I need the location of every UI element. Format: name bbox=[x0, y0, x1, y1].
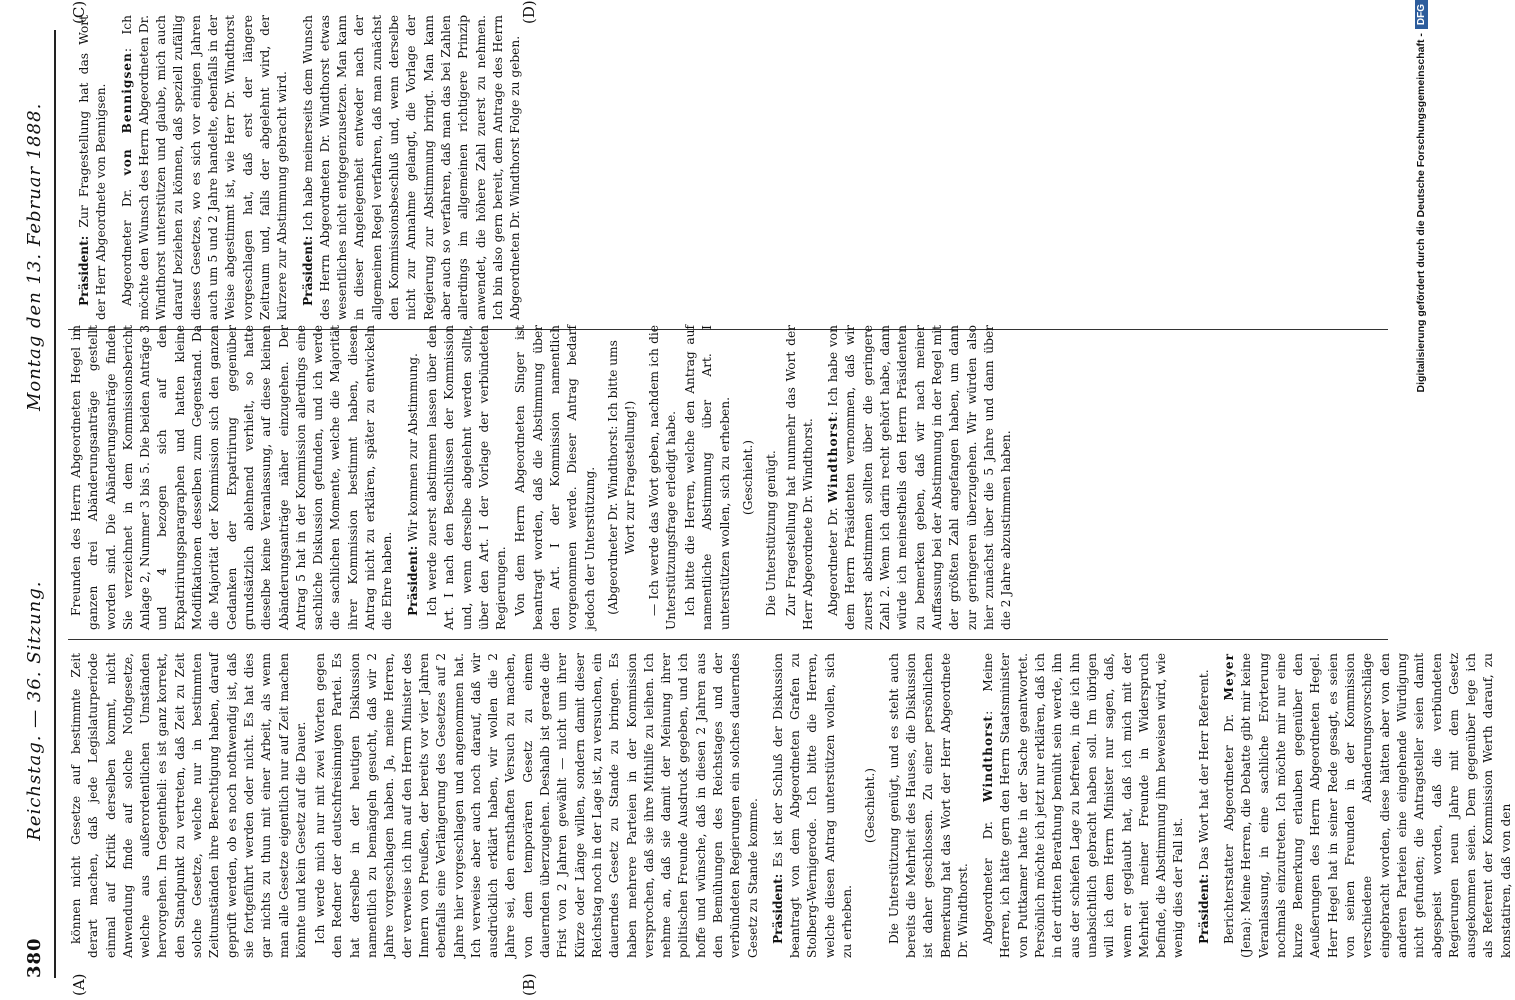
paragraph: Zur Fragestellung hat nunmehr das Wort der Herr Abgeordnete Dr. Windthorst. bbox=[783, 325, 815, 630]
text-column-right bbox=[68, 325, 1388, 630]
paragraph bbox=[770, 653, 856, 958]
paragraph: Ich bitte die Herren, welche den Antrag auf namentliche Abstimmung über Art. I unterstützen wollen, sich zu erheben. bbox=[683, 325, 732, 630]
speaker-name: Windthorst bbox=[981, 714, 996, 802]
paragraph: Von dem Herrn Abgeordneten Singer ist beantragt worden, daß die Abstimmung über den Art. I der Kommission namentlich vorgenommen werde. Dieser Antrag bedarf jedoch der Unterstützung. bbox=[513, 325, 597, 630]
margin-marker-c: (C) bbox=[70, 0, 88, 24]
paragraph bbox=[980, 653, 1188, 958]
speaker-label: Präsident: bbox=[1196, 873, 1211, 944]
header-session: Reichstag. — 36. Sitzung. bbox=[23, 580, 45, 841]
speaker-label: Präsident: bbox=[770, 873, 785, 944]
paragraph: Die Unterstützung genügt. bbox=[764, 450, 779, 616]
speaker-name: von Bennigsen bbox=[119, 52, 134, 176]
speaker-name: Windthorst bbox=[826, 415, 841, 503]
speech-text: Das Wort hat der Herr Referent. bbox=[1196, 669, 1211, 874]
paragraph bbox=[119, 15, 292, 320]
header-date: Montag den 13. Februar 1888. bbox=[23, 102, 45, 412]
paragraph bbox=[1196, 653, 1213, 958]
speech-text: (Jena): Meine Herren, die Debatte gibt mir keine Veranlassung, in eine sachliche Erörterung nochmals einzutreten. Ich möchte mir nur eine kurze Bemerkung erlauben gegenüber den Aeußerungen des Herrn Abgeordneten Hegel. Herr Hegel hat in seiner Rede gesagt, es seien von seinen Freunden in der Kommission verschiedene Abänderungsvorschläge eingebracht worden, diese hätten aber von den anderen Parteien eine eingehende Würdigung nicht gefunden; die Antragsteller seien damit abgespeist worden, daß die verbündeten Regierungen neun Jahre mit dem Gesetz ausgekommen seien. Dem gegenüber lege ich als Referent der Kommission Werth darauf, zu konstatiren, daß von den bbox=[1239, 653, 1513, 958]
paragraph: Die Unterstützung genügt, und es steht auch bereits die Mehrheit des Hauses, die Diskussion ist daher geschlossen. Zu einer persönlichen Bemerkung hat das Wort der Herr Abgeordnete Dr. Windthorst. bbox=[886, 653, 970, 958]
speech-text: : Meine Herren, ich hätte gern den Herrn Staatsminister von Puttkamer hatte in der Sache geantwortet. Persönlich möchte ich jetzt nur erklären, daß ich in der dritten Berathung bemüht sein werde, ihn aus der schiefen Lage zu befreien, in die ich ihn unabsichtlich gebracht haben soll. Im übrigen will ich dem Herrn Minister nur sagen, daß, wenn er geglaubt hat, daß ich mich mit der Mehrheit meiner Freunde in Widerspruch befinde, die Abstimmung ihm beweisen wird, wie wenig dies der Fall ist. bbox=[981, 653, 1186, 958]
speaker-label: Präsident: bbox=[300, 235, 315, 306]
speaker-title: Abgeordneter Dr. bbox=[826, 502, 841, 616]
speaker-label: Präsident: bbox=[77, 235, 91, 306]
speech-text: Es ist der Schluß der Diskussion beantragt von dem Abgeordneten Grafen zu Stolberg-Wernigerode. Ich bitte die Herren, welche diesen Antrag unterstützen wollen, sich zu erheben. bbox=[770, 653, 855, 958]
speaker-title: Abgeordneter Dr. bbox=[119, 175, 134, 306]
margin-marker-a: (A) bbox=[70, 973, 88, 996]
paragraph: Freunden des Herrn Abgeordneten Hegel im ganzen drei Abänderungsanträge gestellt worden sind. Die Abänderungsanträge finden Sie verzeichnet in dem Kommissionsbericht Anlage 2, Nummer 3 bis 5. Die beiden Anträge 3 und 4 bezogen sich auf den Expatriirungsparagraphen und hatten kleine Modifikationen desselben zum Gegenstand. Da die Majorität der Kommission sich den ganzen Gedanken der Expatriirung gegenüber grundsätzlich ablehnend verhielt, so hatte dieselbe keine Veranlassung, auf diese kleinen Abänderungsanträge näher einzugehen. Der Antrag 5 hat in der Kommission allerdings eine sachliche Diskussion gefunden, und ich werde die sachlichen Momente, welche die Majorität ihrer Kommission bestimmt haben, diesen Antrag nicht zu erklären, später zu entwickeln die Ehre haben. bbox=[69, 325, 395, 630]
page-number: 380 bbox=[23, 937, 45, 978]
speech-text: Ich habe meinerseits dem Wunsch des Herrn Abgeordneten Dr. Windthorst etwas wesentliches nicht entgegenzusetzen. Man kann in dieser Angelegenheit entweder nach der allgemeinen Regel verfahren, daß man zunächst den Kommissionsbeschluß und, wenn derselbe nicht zur Annahme gelangt, die Vorlage der Regierung zur Abstimmung bringt. Man kann aber auch so verfahren, daß man das bei Zahlen allerdings im allgemeinen richtigere Prinzip anwendet, die höhere Zahl zuerst zu nehmen. Ich bin also gern bereit, dem Antrage des Herrn Abgeordneten Dr. Windthorst Folge zu geben. bbox=[300, 15, 523, 320]
paragraph: — Ich werde das Wort geben, nachdem ich die Unterstützungsfrage erledigt habe. bbox=[646, 325, 678, 630]
speech-text: : Ich möchte den Wunsch des Herrn Abgeordneten Dr. Windthorst unterstützen und glaube, mich auch darauf beziehen zu können, daß speziell zufällig dieses Gesetzes, wo es sich vor einigen Jahren auch um 5 und 2 Jahre handelte, ebenfalls in der Weise abgestimmt ist, wie Herr Dr. Windthorst vorgeschlagen hat, daß erst der längere Zeitraum und, falls der abgelehnt wird, der kürzere zur Abstimmung gebracht wird. bbox=[119, 15, 290, 320]
digitization-credit bbox=[1411, 0, 1431, 1000]
paragraph bbox=[405, 325, 422, 630]
text-column-right-continued bbox=[68, 15, 1388, 320]
column-divider bbox=[68, 639, 1388, 640]
speech-text: Wir kommen zur Abstimmung. bbox=[405, 353, 420, 546]
paragraph: Ich werde mich nur mit zwei Worten gegen den Redner der deutschfreisinnigen Partei. Es hat derselbe in der heutigen Diskussion namentlich zu bemängeln gesucht, daß wir 2 Jahre vorgeschlagen haben. Ja, meine Herren, der verweise ich ihn auf den Herrn Minister des Innern von Preußen, der bereits vor vier Jahren ebenfalls eine Verlängerung des Gesetzes auf 2 Jahre hier vorgeschlagen und angenommen hat. Ich verweise aber auch noch darauf, daß wir ausdrücklich erklärt haben, wir wollen die 2 Jahre sei, den ernsthaften Versuch zu machen, von dem temporären Gesetz zu einem dauernden überzugehen. Deshalb ist gerade die Frist von 2 Jahren gewählt — nicht um ihrer Kürze oder Länge willen, sondern damit dieser Reichstag noch in der Lage ist, zu versuchen, ein dauerndes Gesetz zu Stande zu bringen. Es haben mehrere Parteien in der Kommission versprochen, daß sie ihre Mithilfe zu leihen. Ich nehme an, daß sie damit der Meinung ihrer politischen Freunde Ausdruck gegeben, und ich hoffe und wünsche, daß in diesen 2 Jahren aus den Bemühungen des Reichstages und der verbündeten Regierungen ein solches dauerndes Gesetz zu Stande komme. bbox=[313, 653, 760, 958]
paragraph bbox=[300, 15, 525, 320]
margin-marker-d: (D) bbox=[520, 0, 538, 24]
stage-direction: (Geschieht.) bbox=[740, 439, 755, 516]
speaker-title: Berichterstatter Abgeordneter Dr. bbox=[1222, 700, 1236, 944]
credit-text: Digitalisierung gefördert durch die Deutsche Forschungsgemeinschaft - bbox=[1415, 33, 1427, 393]
speaker-name: Meyer bbox=[1222, 653, 1236, 701]
paragraph bbox=[76, 15, 111, 320]
stage-direction: (Abgeordneter Dr. Windthorst: Ich bitte ums Wort zur Fragestellung!) bbox=[605, 340, 638, 615]
margin-marker-b: (B) bbox=[520, 973, 538, 996]
speaker-title: Abgeordneter Dr. bbox=[981, 801, 996, 944]
paragraph bbox=[1221, 653, 1515, 958]
paragraph: können nicht Gesetze auf bestimmte Zeit derart machen, daß jede Legislaturperiode einmal auf Kritik derselben kommt, nicht Anwendung finde auf solche Nothgesetze, welche aus außerordentlichen Umständen hervorgehen. Im Gegentheil: es ist ganz korrekt, den Standpunkt zu vertreten, daß Zeit zu Zeit solche Gesetze, welche nur in bestimmten Zeitumständen ihre Berechtigung haben, darauf geprüft werden, ob es noch nothwendig ist, daß sie fortgeführt werden oder nicht. Es hat dies gar nichts zu thun mit einer Arbeit, als wenn man alle Gesetze eigentlich nur auf Zeit machen könnte und kein Gesetz auf die Dauer. bbox=[69, 653, 308, 958]
paragraph bbox=[825, 325, 1015, 630]
speech-text: Zur Fragestellung hat das Wort der Herr Abgeordnete von Bennigsen. bbox=[77, 15, 109, 320]
text-column-left bbox=[68, 653, 1513, 958]
stage-direction: (Geschieht.) bbox=[863, 767, 878, 844]
speaker-label: Präsident: bbox=[405, 545, 420, 616]
dfg-logo: DFG bbox=[1415, 0, 1428, 29]
speech-text: : Ich habe von dem Herrn Präsidenten vernommen, daß wir zuerst abstimmen sollten über die geringere Zahl 2. Wenn ich darin recht gehört habe, dann würde ich meinestheils den Herrn Präsidenten zu bemerken geben, daß wir nach meiner Auffassung bei der Abstimmung in der Regel mit der größten Zahl angefangen haben, um dann zur geringeren überzugehen. Wir würden also hier zunächst über die 5 Jahre und dann über die 2 Jahre abzustimmen haben. bbox=[826, 325, 1014, 630]
page-header bbox=[14, 30, 56, 978]
paragraph: Ich werde zuerst abstimmen lassen über den Art. I nach den Beschlüssen der Kommission und, wenn derselbe abgelehnt werden sollte, über den Art. I der Vorlage der verbündeten Regierungen. bbox=[424, 325, 509, 630]
